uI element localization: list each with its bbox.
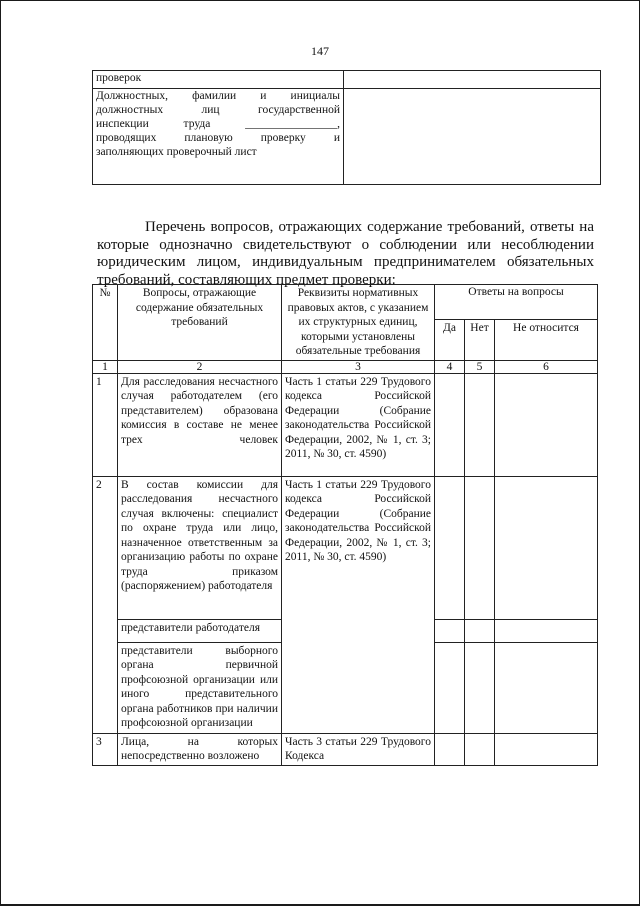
answer-na-cell[interactable]: [495, 733, 598, 765]
answer-na-cell[interactable]: [495, 642, 598, 733]
answer-no-cell[interactable]: [465, 733, 495, 765]
table-row: [93, 476, 598, 619]
answer-yes-cell[interactable]: [435, 619, 465, 642]
index-cell: 1: [93, 360, 118, 373]
question-text: Лица, на которых непосредственно возложено: [121, 735, 278, 762]
answer-no-cell[interactable]: [465, 619, 495, 642]
question-text: Для расследования несчастного случая работодателем (его представителем) образована комиссия в составе не менее трех человек: [121, 375, 278, 446]
requisites-cell: [282, 476, 435, 733]
header-number: №: [93, 285, 118, 361]
header-na: Не относится: [495, 319, 598, 360]
info-label-line: инспекции труда ________________,: [96, 118, 340, 130]
answer-no-cell[interactable]: [465, 642, 495, 733]
requisites-cell: [282, 373, 435, 476]
row-number: 3: [93, 733, 118, 765]
index-cell: 5: [465, 360, 495, 373]
info-label-checks: проверок: [93, 71, 344, 89]
info-value-checks: [344, 71, 601, 89]
question-subitem: представители работодателя: [118, 619, 282, 642]
row-number: 2: [93, 476, 118, 733]
header-answers: Ответы на вопросы: [435, 285, 598, 320]
info-label-line: должностных лиц государственной: [96, 104, 340, 116]
checklist-table: [92, 284, 598, 766]
answer-no-cell[interactable]: [465, 476, 495, 619]
header-requisites: Реквизиты нормативных правовых актов, с указанием их структурных единиц, которыми установлены обязательные требования: [282, 285, 435, 361]
answer-na-cell[interactable]: [495, 373, 598, 476]
header-no: Нет: [465, 319, 495, 360]
inspection-info-table: [92, 70, 601, 185]
answer-na-cell[interactable]: [495, 619, 598, 642]
answer-na-cell[interactable]: [495, 476, 598, 619]
page-number: 147: [311, 44, 329, 58]
header-yes: Да: [435, 319, 465, 360]
question-subitem-cell: [118, 642, 282, 733]
question-cell: [118, 476, 282, 619]
answer-yes-cell[interactable]: [435, 476, 465, 619]
info-label-inspectors: [93, 89, 344, 185]
requisites-text: Часть 1 статьи 229 Трудового кодекса Российской Федерации (Собрание законодательства Российской Федерации, 2002, № 1, ст. 3; 2011, № 30, ст. 4590): [285, 478, 431, 563]
answer-yes-cell[interactable]: [435, 733, 465, 765]
info-label-line: Должностных, фамилии и инициалы: [96, 90, 340, 102]
requisites-text: Часть 3 статьи 229 Трудового Кодекса: [285, 735, 431, 762]
table-row: [93, 733, 598, 765]
info-label-line: заполняющих проверочный лист: [96, 146, 257, 158]
info-value-inspectors: [344, 89, 601, 185]
question-cell: [118, 733, 282, 765]
row-number: 1: [93, 373, 118, 476]
requisites-text: Часть 1 статьи 229 Трудового кодекса Российской Федерации (Собрание законодательства Российской Федерации, 2002, № 1, ст. 3; 2011, № 30, ст. 4590): [285, 375, 431, 460]
header-questions: Вопросы, отражающие содержание обязательных требований: [118, 285, 282, 361]
question-subitem: представители выборного органа первичной профсоюзной организации или иного представительного органа работников при наличии профсоюзной организации: [121, 644, 278, 729]
table-row: [93, 373, 598, 476]
answer-yes-cell[interactable]: [435, 642, 465, 733]
index-cell: 6: [495, 360, 598, 373]
question-cell: [118, 373, 282, 476]
index-cell: 4: [435, 360, 465, 373]
answer-yes-cell[interactable]: [435, 373, 465, 476]
requisites-cell: [282, 733, 435, 765]
index-cell: 2: [118, 360, 282, 373]
question-text: В состав комиссии для расследования несчастного случая включены: специалист по охране труда или лицо, назначенное ответственным за организацию работы по охране труда приказом (распоряжением) работодателя: [121, 478, 278, 592]
index-cell: 3: [282, 360, 435, 373]
info-label-line: проводящих плановую проверку и: [96, 132, 340, 144]
section-heading: Перечень вопросов, отражающих содержание требований, ответы на которые однозначно свидетельствуют о соблюдении или несоблюдении юридическим лицом, индивидуальным предпринимателем обязательных требований, составляющих предмет проверки:: [97, 219, 594, 288]
answer-no-cell[interactable]: [465, 373, 495, 476]
